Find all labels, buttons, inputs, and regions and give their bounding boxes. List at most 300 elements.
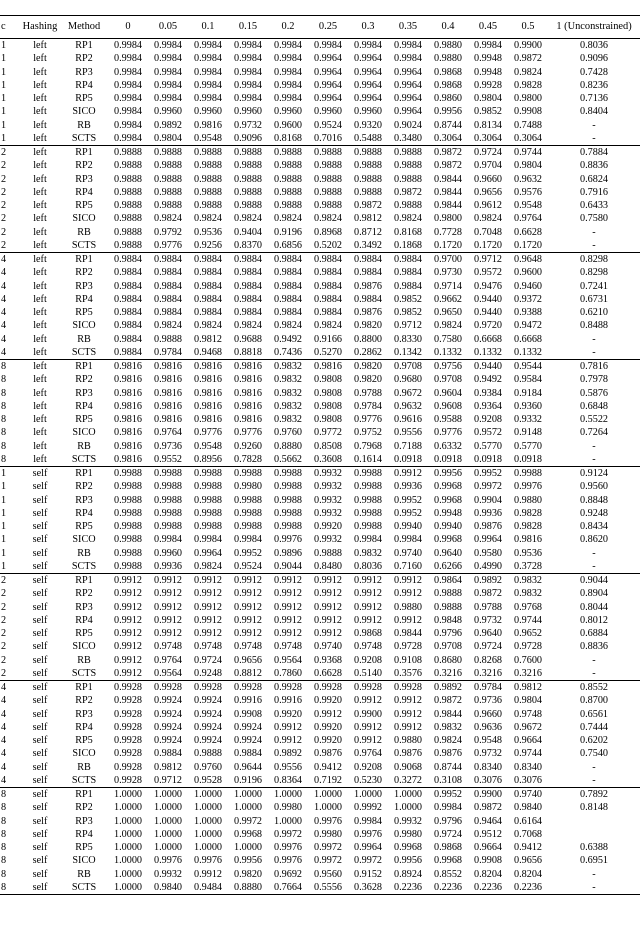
- table-cell: 0.9988: [353, 494, 382, 506]
- table-cell: 0.9896: [273, 547, 302, 559]
- table-cell: 0.9984: [113, 106, 142, 118]
- table-cell: 0.9984: [193, 53, 222, 65]
- table-cell: 0.8552: [579, 682, 608, 693]
- table-cell: 0.9600: [513, 267, 542, 279]
- column-header: 0.15: [238, 21, 258, 32]
- table-cell: 0.9844: [433, 186, 462, 198]
- table-row: [0, 761, 640, 774]
- table-cell: 4: [1, 307, 7, 318]
- table-cell: 0.9650: [433, 307, 462, 318]
- column-header: 0.5: [521, 21, 535, 32]
- table-cell: SICO: [72, 748, 96, 760]
- table-cell: 0.9816: [313, 361, 342, 372]
- table-row: [0, 854, 640, 867]
- table-cell: self: [32, 628, 48, 639]
- table-row: [0, 199, 640, 212]
- table-cell: 0.9888: [273, 200, 302, 211]
- table-cell: 0.3064: [513, 132, 542, 144]
- table-cell: 0.6433: [579, 200, 608, 211]
- table-cell: 0.9964: [353, 66, 382, 78]
- table-cell: RP5: [75, 521, 93, 532]
- table-cell: 0.9884: [113, 346, 142, 358]
- table-cell: 0.7048: [473, 226, 502, 238]
- table-cell: 0.9844: [433, 708, 462, 720]
- table-cell: 0.7444: [579, 721, 608, 733]
- table-cell: 8: [1, 400, 7, 412]
- table-cell: self: [32, 868, 48, 880]
- table-cell: 0.9872: [353, 200, 382, 211]
- table-cell: 0.8340: [473, 761, 502, 773]
- table-cell: 0.6628: [513, 226, 542, 238]
- table-cell: 0.8148: [579, 802, 608, 814]
- table-cell: RP3: [75, 173, 93, 185]
- table-cell: 0.9984: [353, 534, 382, 546]
- table-cell: 0.9888: [113, 160, 142, 172]
- table-cell: RP5: [75, 414, 93, 425]
- table-cell: 0.6332: [433, 440, 462, 452]
- table-cell: 0.9984: [313, 40, 342, 51]
- table-cell: 0.9832: [433, 721, 462, 733]
- table-cell: 0.9992: [353, 802, 382, 814]
- table-cell: 0.9988: [273, 521, 302, 532]
- table-cell: 0.9984: [193, 534, 222, 546]
- table-cell: 0.3108: [433, 774, 462, 786]
- table-cell: 1: [1, 521, 7, 532]
- table-cell: 0.9984: [193, 79, 222, 91]
- table-cell: self: [32, 789, 48, 800]
- table-cell: 0.9808: [313, 414, 342, 425]
- table-cell: 0.9460: [513, 280, 542, 292]
- table-row: [0, 774, 640, 788]
- table-cell: self: [32, 468, 48, 479]
- table-cell: left: [33, 427, 47, 439]
- table-cell: 0.9912: [313, 588, 342, 600]
- table-cell: 0.9740: [393, 547, 422, 559]
- table-row: [0, 654, 640, 667]
- table-cell: 0.9740: [313, 641, 342, 653]
- table-cell: 0.9884: [153, 280, 182, 292]
- table-cell: 0.9928: [113, 721, 142, 733]
- table-cell: 0.9332: [513, 414, 542, 425]
- table-cell: 0.9888: [113, 173, 142, 185]
- table-row: [0, 226, 640, 239]
- table-cell: 0.9988: [113, 468, 142, 479]
- table-cell: SICO: [72, 641, 96, 653]
- table-cell: 0.9816: [233, 361, 262, 372]
- table-cell: 0.9784: [473, 682, 502, 693]
- table-cell: 0.6824: [579, 173, 608, 185]
- table-cell: 0.9888: [113, 186, 142, 198]
- table-cell: 0.9912: [193, 575, 222, 586]
- table-row: [0, 614, 640, 627]
- table-cell: 0.0918: [473, 453, 502, 465]
- table-cell: 1: [1, 494, 7, 506]
- table-cell: 0.9560: [579, 481, 608, 493]
- table-cell: 0.9824: [433, 735, 462, 746]
- table-cell: 0.9528: [193, 774, 222, 786]
- table-cell: 0.9876: [353, 307, 382, 318]
- table-cell: 0.9260: [233, 440, 262, 452]
- table-cell: 0.9976: [313, 815, 342, 827]
- table-cell: 0.9732: [233, 119, 262, 131]
- table-row: [0, 39, 640, 53]
- table-cell: left: [33, 440, 47, 452]
- table-cell: 0.9852: [473, 106, 502, 118]
- table-cell: 0.9912: [273, 721, 302, 733]
- table-cell: 0.9648: [513, 254, 542, 265]
- table-cell: 0.9800: [513, 93, 542, 104]
- table-cell: 0.9976: [273, 534, 302, 546]
- table-cell: self: [32, 828, 48, 840]
- table-cell: 4: [1, 346, 7, 358]
- table-cell: 4: [1, 748, 7, 760]
- table-cell: 0.2862: [353, 346, 382, 358]
- table-cell: 0.5522: [579, 414, 608, 425]
- table-cell: 0.9208: [353, 654, 382, 666]
- table-cell: 0.9888: [313, 160, 342, 172]
- table-cell: RP4: [75, 507, 93, 519]
- table-cell: 0.9912: [153, 575, 182, 586]
- table-cell: 0.9804: [473, 93, 502, 104]
- table-cell: RP5: [75, 307, 93, 318]
- table-cell: 1.0000: [113, 868, 142, 880]
- table-cell: 0.7580: [579, 213, 608, 225]
- table-cell: RP2: [75, 267, 93, 279]
- table-cell: 0.9964: [353, 79, 382, 91]
- table-cell: 0.9096: [233, 132, 262, 144]
- table-cell: 0.9872: [513, 53, 542, 65]
- table-cell: 0.9952: [473, 468, 502, 479]
- table-cell: RP1: [75, 789, 93, 800]
- column-header: 1 (Unconstrained): [556, 21, 632, 32]
- table-cell: RP4: [75, 828, 93, 840]
- table-cell: 0.9804: [513, 160, 542, 172]
- table-cell: 0.9972: [233, 815, 262, 827]
- table-cell: -: [592, 654, 596, 666]
- table-cell: 0.5488: [353, 132, 382, 144]
- table-cell: 0.9876: [433, 748, 462, 760]
- table-cell: 0.9884: [273, 293, 302, 305]
- table-cell: 1.0000: [113, 855, 142, 867]
- table-cell: 0.9660: [473, 173, 502, 185]
- table-cell: 0.9888: [393, 173, 422, 185]
- table-row: [0, 105, 640, 118]
- table-row: [0, 146, 640, 160]
- table-row: [0, 480, 640, 493]
- table-cell: 0.9412: [313, 761, 342, 773]
- table-cell: self: [32, 815, 48, 827]
- table-cell: RP4: [75, 293, 93, 305]
- table-caption: [0, 0, 640, 4]
- table-cell: 0.8370: [233, 239, 262, 251]
- table-cell: 0.9912: [393, 614, 422, 626]
- table-cell: 0.8298: [579, 254, 608, 265]
- table-cell: SICO: [72, 106, 96, 118]
- table-cell: 0.9820: [233, 868, 262, 880]
- table-cell: 0.9808: [313, 374, 342, 386]
- table-cell: 0.9724: [473, 147, 502, 158]
- table-cell: 0.9984: [433, 802, 462, 814]
- table-cell: 0.9208: [473, 414, 502, 425]
- table-cell: 0.9912: [393, 708, 422, 720]
- table-cell: 0.9928: [113, 761, 142, 773]
- table-cell: 0.9924: [153, 721, 182, 733]
- table-cell: 0.9912: [153, 614, 182, 626]
- table-cell: 0.9988: [193, 481, 222, 493]
- table-cell: 1.0000: [353, 789, 382, 800]
- table-cell: SCTS: [71, 667, 97, 679]
- table-cell: 0.9256: [193, 239, 222, 251]
- table-cell: 8: [1, 842, 7, 853]
- table-cell: self: [32, 575, 48, 586]
- table-cell: 0.9776: [353, 414, 382, 425]
- table-cell: 0.6202: [579, 735, 608, 746]
- table-cell: 0.9932: [313, 468, 342, 479]
- table-cell: 0.8298: [579, 267, 608, 279]
- table-cell: 0.9664: [513, 735, 542, 746]
- table-cell: 0.9656: [233, 654, 262, 666]
- table-cell: 0.9964: [313, 93, 342, 104]
- table-cell: 0.9764: [153, 427, 182, 439]
- table-cell: 0.9824: [193, 213, 222, 225]
- table-cell: 0.9984: [233, 79, 262, 91]
- table-row: [0, 92, 640, 105]
- table-cell: 0.9832: [513, 588, 542, 600]
- table-cell: 0.7816: [579, 361, 608, 372]
- table-cell: 0.9816: [193, 400, 222, 412]
- table-cell: 0.3076: [513, 774, 542, 786]
- table-cell: 0.9816: [113, 400, 142, 412]
- table-cell: -: [592, 440, 596, 452]
- table-cell: 0.9604: [433, 387, 462, 399]
- table-cell: 0.9824: [313, 320, 342, 332]
- table-cell: 0.9924: [193, 695, 222, 707]
- table-cell: 0.9984: [473, 40, 502, 51]
- table-cell: 0.8744: [433, 761, 462, 773]
- table-cell: 0.5556: [313, 881, 342, 893]
- table-cell: 1.0000: [113, 881, 142, 893]
- table-cell: RP3: [75, 280, 93, 292]
- table-cell: 0.9984: [153, 66, 182, 78]
- table-cell: 0.9884: [113, 254, 142, 265]
- table-cell: self: [32, 761, 48, 773]
- table-cell: 0.9764: [353, 748, 382, 760]
- table-cell: 0.9988: [153, 481, 182, 493]
- table-cell: 0.9744: [513, 614, 542, 626]
- table-cell: 2: [1, 186, 7, 198]
- table-cell: 8: [1, 881, 7, 893]
- table-row: [0, 747, 640, 760]
- table-cell: 0.9068: [393, 761, 422, 773]
- table-cell: left: [33, 213, 47, 225]
- table-cell: 0.7892: [579, 789, 608, 800]
- table-cell: 0.9916: [233, 695, 262, 707]
- table-cell: 0.9564: [153, 667, 182, 679]
- table-cell: 1.0000: [273, 815, 302, 827]
- table-cell: 0.9752: [353, 427, 382, 439]
- table-cell: 2: [1, 628, 7, 639]
- table-cell: 0.7860: [273, 667, 302, 679]
- table-cell: 0.9988: [113, 481, 142, 493]
- table-cell: self: [32, 667, 48, 679]
- table-cell: 0.7160: [393, 560, 422, 572]
- table-cell: left: [33, 160, 47, 172]
- table-cell: 1: [1, 53, 7, 65]
- table-row: [0, 828, 640, 841]
- table-cell: 8: [1, 453, 7, 465]
- column-header: 0.2: [281, 21, 295, 32]
- table-cell: 0.9468: [193, 346, 222, 358]
- table-cell: 0.9776: [193, 427, 222, 439]
- table-cell: 0.9924: [153, 695, 182, 707]
- table-cell: 0.9404: [233, 226, 262, 238]
- table-cell: 0.9956: [233, 855, 262, 867]
- table-cell: 0.9764: [513, 213, 542, 225]
- table-cell: 0.9984: [153, 40, 182, 51]
- table-cell: 0.6388: [579, 842, 608, 853]
- table-row: [0, 627, 640, 640]
- table-cell: -: [592, 868, 596, 880]
- table-row: [0, 66, 640, 79]
- row-group: [0, 574, 640, 681]
- table-cell: 0.9712: [473, 254, 502, 265]
- table-cell: 0.6668: [513, 333, 542, 345]
- table-cell: 0.9964: [393, 66, 422, 78]
- table-cell: 0.8480: [313, 560, 342, 572]
- table-cell: 0.9832: [273, 414, 302, 425]
- table-cell: 0.9988: [273, 494, 302, 506]
- table-cell: 0.8680: [433, 654, 462, 666]
- table-row: [0, 360, 640, 374]
- table-cell: 0.9984: [353, 40, 382, 51]
- table-cell: 0.9884: [193, 267, 222, 279]
- table-cell: 0.9364: [473, 400, 502, 412]
- table-cell: 0.9988: [233, 507, 262, 519]
- table-cell: 2: [1, 601, 7, 613]
- table-cell: 0.9984: [113, 66, 142, 78]
- table-cell: 0.9148: [513, 427, 542, 439]
- table-cell: 0.9904: [473, 494, 502, 506]
- table-cell: 0.9988: [153, 507, 182, 519]
- table-cell: 1.0000: [193, 802, 222, 814]
- table-cell: 0.9988: [353, 468, 382, 479]
- table-cell: left: [33, 93, 47, 104]
- table-cell: 0.9920: [313, 695, 342, 707]
- table-cell: 0.9984: [233, 40, 262, 51]
- table-cell: 0.9888: [233, 173, 262, 185]
- table-cell: 2: [1, 614, 7, 626]
- table-cell: 0.9792: [153, 226, 182, 238]
- table-cell: 0.9736: [153, 440, 182, 452]
- table-cell: RP3: [75, 601, 93, 613]
- table-cell: 0.9912: [273, 614, 302, 626]
- table-cell: 0.9912: [193, 868, 222, 880]
- table-cell: 0.9912: [113, 601, 142, 613]
- table-cell: 0.9844: [433, 173, 462, 185]
- table-cell: 1.0000: [233, 802, 262, 814]
- table-cell: 8: [1, 361, 7, 372]
- table-cell: 0.8134: [473, 119, 502, 131]
- table-cell: 0.9988: [113, 494, 142, 506]
- table-cell: 1.0000: [113, 828, 142, 840]
- table-cell: 0.9964: [313, 66, 342, 78]
- table-cell: 0.9632: [513, 173, 542, 185]
- table-cell: 0.9536: [193, 226, 222, 238]
- table-cell: 0.9524: [313, 119, 342, 131]
- table-cell: 0.9884: [193, 280, 222, 292]
- table-cell: 0.9928: [113, 695, 142, 707]
- table-cell: 0.9248: [193, 667, 222, 679]
- table-cell: -: [592, 761, 596, 773]
- table-cell: 0.9512: [473, 828, 502, 840]
- table-cell: 0.9884: [233, 293, 262, 305]
- table-cell: 0.9888: [233, 200, 262, 211]
- table-cell: 0.1614: [353, 453, 382, 465]
- table-cell: 1: [1, 560, 7, 572]
- row-group: [0, 253, 640, 360]
- table-cell: self: [32, 521, 48, 532]
- table-cell: left: [33, 40, 47, 51]
- table-cell: RP1: [75, 147, 93, 158]
- table-cell: 0.9920: [273, 708, 302, 720]
- table-cell: 0.9912: [113, 628, 142, 639]
- table-cell: 1: [1, 547, 7, 559]
- table-cell: 1: [1, 534, 7, 546]
- table-cell: 0.9824: [433, 320, 462, 332]
- table-cell: 0.8508: [313, 440, 342, 452]
- table-cell: RP1: [75, 254, 93, 265]
- table-cell: 0.9884: [153, 293, 182, 305]
- table-cell: 0.9044: [579, 575, 608, 586]
- table-cell: 0.9536: [513, 547, 542, 559]
- table-cell: 0.7436: [273, 346, 302, 358]
- table-cell: 0.6164: [513, 815, 542, 827]
- table-cell: 0.9932: [313, 507, 342, 519]
- table-cell: 0.9580: [473, 547, 502, 559]
- table-cell: self: [32, 881, 48, 893]
- table-cell: 0.9868: [353, 628, 382, 639]
- table-cell: 0.9832: [513, 575, 542, 586]
- table-cell: 0.9560: [313, 868, 342, 880]
- table-cell: 0.9988: [193, 468, 222, 479]
- table-cell: 4: [1, 333, 7, 345]
- table-cell: 0.9928: [353, 682, 382, 693]
- table-cell: 1: [1, 132, 7, 144]
- table-cell: 0.9884: [273, 267, 302, 279]
- table-cell: 4: [1, 761, 7, 773]
- table-cell: 0.9884: [113, 280, 142, 292]
- table-cell: 0.9784: [153, 346, 182, 358]
- table-cell: self: [32, 560, 48, 572]
- table-row: [0, 868, 640, 881]
- table-cell: 0.9884: [233, 254, 262, 265]
- table-cell: 0.9484: [193, 881, 222, 893]
- table-cell: 0.9816: [153, 361, 182, 372]
- table-cell: 0.8712: [353, 226, 382, 238]
- table-cell: 0.9884: [273, 254, 302, 265]
- table-cell: 0.9888: [353, 173, 382, 185]
- table-cell: 0.9988: [233, 494, 262, 506]
- table-cell: 0.9924: [153, 708, 182, 720]
- table-row: [0, 400, 640, 413]
- table-cell: 0.9672: [393, 387, 422, 399]
- table-cell: RB: [77, 119, 91, 131]
- table-cell: 0.9548: [513, 200, 542, 211]
- table-cell: 0.9892: [153, 119, 182, 131]
- table-cell: 0.9976: [273, 842, 302, 853]
- table-cell: 2: [1, 588, 7, 600]
- table-cell: 0.9472: [513, 320, 542, 332]
